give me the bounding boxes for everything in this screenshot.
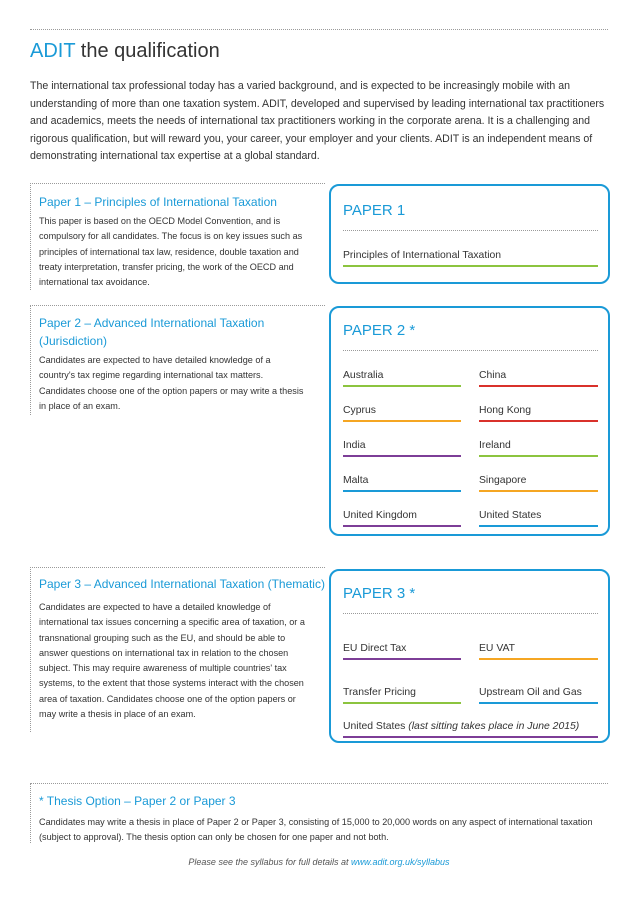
thesis-divider bbox=[30, 783, 608, 784]
paper1-side-line bbox=[30, 183, 31, 290]
top-divider bbox=[30, 29, 608, 30]
option-underline bbox=[343, 385, 461, 387]
footer-note: Please see the syllabus for full details at www.adit.org.uk/syllabus bbox=[188, 857, 450, 867]
syllabus-link[interactable]: www.adit.org.uk/syllabus bbox=[351, 857, 450, 867]
paper1-description: This paper is based on the OECD Model Convention, and is compulsory for all candidates. The focus is on key issues such as principles of international tax law, residence, double taxation and treaty interpretation, transfer pricing, the work of the OECD and international tax avoidance. bbox=[39, 216, 303, 288]
option-underline bbox=[343, 525, 461, 527]
paper1-option-underline bbox=[343, 265, 598, 267]
option-underline bbox=[479, 702, 598, 704]
option-underline bbox=[479, 658, 598, 660]
paper3-box bbox=[329, 569, 610, 743]
paper2-option-united-states: United States bbox=[479, 510, 542, 521]
paper3-option-united-states: United States (last sitting takes place in June 2015) bbox=[343, 721, 580, 732]
paper2-option-malta: Malta bbox=[343, 475, 369, 486]
page-title: ADIT the qualification bbox=[30, 40, 220, 62]
paper3-side-line bbox=[30, 567, 31, 732]
paper2-option-hong-kong: Hong Kong bbox=[479, 405, 531, 416]
option-underline bbox=[343, 455, 461, 457]
paper3-box-divider bbox=[343, 613, 598, 614]
intro-paragraph: The international tax professional today has a varied background, and is expected to be increasingly mobile with an understanding of more than one taxation system. ADIT, developed and supervised by leading international tax practitioners and academics, meets the needs of international tax practitioners working in the corporate arena. It is a challenging and rigorous qualification, but will reward you, your career, your employer and your clients. ADIT is an independent means of demonstrating international tax expertise at a global standard. bbox=[30, 80, 605, 163]
paper2-side-line bbox=[30, 305, 31, 415]
paper2-box-divider bbox=[343, 350, 598, 351]
paper2-option-india: India bbox=[343, 440, 366, 451]
paper3-divider bbox=[30, 567, 325, 568]
paper1-heading: Paper 1 – Principles of International Taxation bbox=[39, 195, 277, 209]
paper2-option-china: China bbox=[479, 370, 507, 381]
option-underline bbox=[479, 455, 598, 457]
paper2-option-ireland: Ireland bbox=[479, 440, 511, 451]
thesis-description: Candidates may write a thesis in place of Paper 2 or Paper 3, consisting of 15,000 to 20,000 words on any aspect of international taxation (subject to approval). The thesis option can only be chosen for one paper and not both. bbox=[39, 817, 593, 843]
paper1-option: Principles of International Taxation bbox=[343, 250, 502, 261]
option-underline bbox=[343, 658, 461, 660]
paper3-heading: Paper 3 – Advanced International Taxation (Thematic) bbox=[39, 577, 325, 591]
paper2-box-title: PAPER 2 * bbox=[343, 322, 416, 339]
paper3-description: Candidates are expected to have a detailed knowledge of international tax issues concerning a specific area of taxation, or a transnational grouping such as the EU, and should be able to answer questions on international tax in relation to the chosen subject. This may require awareness of multiple countries' tax systems, to the extent that those systems interact with the chosen area of taxation. Candidates choose one of the option papers or may write a thesis in place of an exam. bbox=[39, 602, 305, 720]
thesis-side-line bbox=[30, 783, 31, 843]
paper1-box-title: PAPER 1 bbox=[343, 202, 406, 219]
paper3-option-upstream-oil-gas: Upstream Oil and Gas bbox=[479, 687, 582, 698]
option-underline bbox=[479, 420, 598, 422]
option-underline bbox=[343, 736, 598, 738]
paper2-option-australia: Australia bbox=[343, 370, 384, 381]
paper1-box bbox=[329, 184, 610, 284]
paper2-option-cyprus: Cyprus bbox=[343, 405, 376, 416]
paper3-box-title: PAPER 3 * bbox=[343, 585, 416, 602]
paper2-description: Candidates are expected to have detailed knowledge of a country's tax regime regarding international tax matters. Candidates choose one of the option papers or may write a thesis in place of an exam. bbox=[39, 355, 304, 411]
option-underline bbox=[479, 490, 598, 492]
paper3-option-transfer-pricing: Transfer Pricing bbox=[343, 687, 416, 698]
paper1-box-divider bbox=[343, 230, 598, 231]
paper2-option-united-kingdom: United Kingdom bbox=[343, 510, 417, 521]
option-underline bbox=[343, 490, 461, 492]
option-underline bbox=[479, 385, 598, 387]
paper3-option-eu-direct-tax: EU Direct Tax bbox=[343, 643, 407, 654]
paper2-box bbox=[329, 306, 610, 536]
paper2-heading: Paper 2 – Advanced International Taxation (Jurisdiction) bbox=[39, 316, 265, 348]
paper1-divider bbox=[30, 183, 325, 184]
paper3-option-eu-vat: EU VAT bbox=[479, 643, 515, 654]
option-underline bbox=[479, 525, 598, 527]
paper2-option-singapore: Singapore bbox=[479, 475, 527, 486]
thesis-heading: * Thesis Option – Paper 2 or Paper 3 bbox=[39, 794, 236, 808]
option-underline bbox=[343, 702, 461, 704]
option-underline bbox=[343, 420, 461, 422]
paper2-divider bbox=[30, 305, 325, 306]
